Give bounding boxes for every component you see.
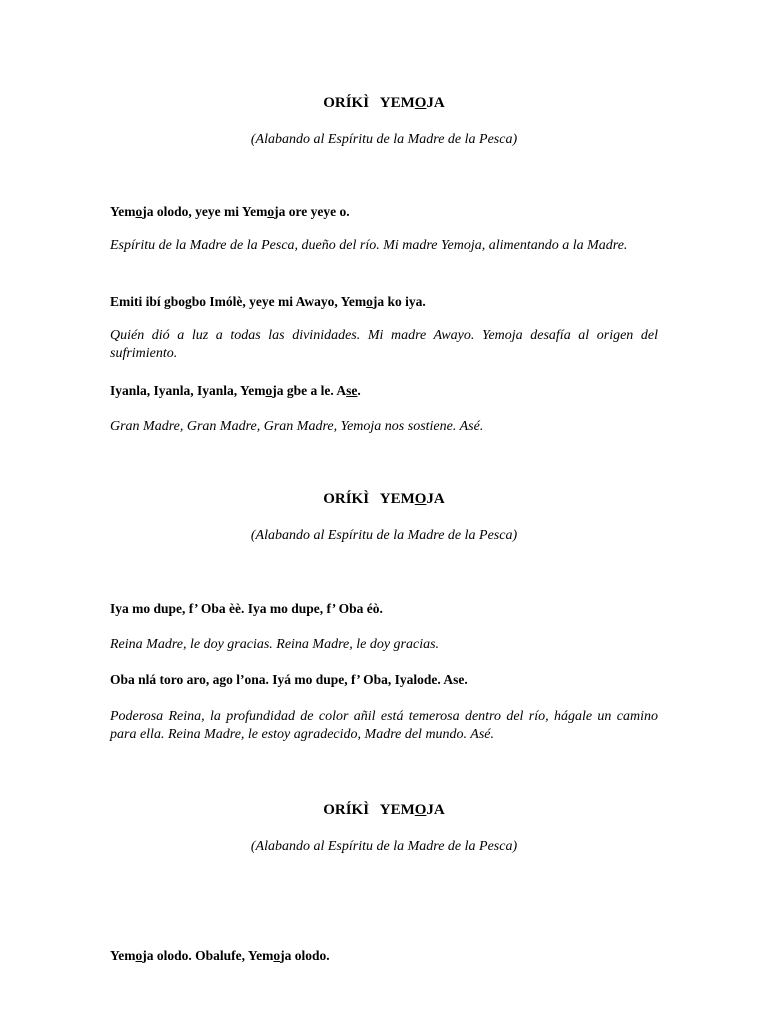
heading-text-underlined: O: [414, 95, 427, 111]
section-3-heading: [0, 801, 768, 819]
section-1-verse-3-yoruba: [110, 382, 658, 399]
section-2-heading: [0, 490, 768, 508]
heading-text-pre: ORÍKÌ YEM: [323, 802, 415, 818]
section-1-heading: [0, 94, 768, 112]
heading-text-underlined: O: [414, 491, 427, 507]
verse-text-underlined: o: [135, 204, 143, 219]
section-1-verse-2-spanish: Quién dió a luz a todas las divinidades. Mi madre Awayo. Yemoja desafía al origen del sufrimiento.: [110, 328, 658, 361]
section-2-verse-1-yoruba: [110, 600, 658, 617]
section-1-verse-1-spanish: Espíritu de la Madre de la Pesca, dueño del río. Mi madre Yemoja, alimentando a la Madre.: [110, 238, 628, 253]
verse-text: Yem: [110, 948, 136, 963]
section-1-verse-2-yoruba: [110, 293, 658, 310]
verse-text-underlined: o: [267, 204, 275, 219]
verse-text: .: [357, 383, 361, 398]
heading-text-post: JA: [426, 802, 445, 818]
heading-text-underlined: O: [414, 802, 427, 818]
verse-text: ja ko iya.: [372, 294, 426, 309]
section-3-verse-1-yoruba: [110, 947, 658, 964]
verse-text-underlined: o: [135, 948, 143, 963]
verse-text: Emiti ibí gbogbo Imólè, yeye mi Awayo, Yem: [110, 294, 367, 309]
section-2-verse-2-spanish: Poderosa Reina, la profundidad de color añil está temerosa dentro del río, hágale un camino para ella. Reina Madre, le estoy agradecido, Madre del mundo. Asé.: [110, 709, 658, 742]
heading-text-pre: ORÍKÌ YEM: [323, 95, 415, 111]
section-2-verse-2-yoruba: [110, 671, 658, 688]
verse-text-underlined: o: [273, 948, 281, 963]
verse-text: ja gbe a le. A: [272, 383, 347, 398]
heading-text-post: JA: [426, 491, 445, 507]
heading-text-post: JA: [426, 95, 445, 111]
verse-text: ja olodo. Obalufe, Yem: [142, 948, 274, 963]
section-1-verse-3-spanish: Gran Madre, Gran Madre, Gran Madre, Yemoja nos sostiene. Asé.: [110, 419, 484, 434]
verse-text: Iyanla, Iyanla, Iyanla, Yem: [110, 383, 266, 398]
verse-text-underlined: se: [346, 383, 358, 398]
section-3-subtitle: (Alabando al Espíritu de la Madre de la Pesca): [250, 839, 518, 854]
section-1-subtitle: (Alabando al Espíritu de la Madre de la Pesca): [250, 132, 518, 147]
verse-text: ja ore yeye o.: [274, 204, 350, 219]
verse-text: Oba nlá toro aro, ago l’ona. Iyá mo dupe, f’ Oba, Iyalode. Ase.: [110, 672, 468, 687]
verse-text: ja olodo, yeye mi Yem: [142, 204, 268, 219]
verse-text: Iya mo dupe, f’ Oba èè. Iya mo dupe, f’ Oba éò.: [110, 601, 383, 616]
section-1-verse-1-yoruba: [110, 203, 658, 220]
verse-text: ja olodo.: [280, 948, 330, 963]
section-2-verse-1-spanish: Reina Madre, le doy gracias. Reina Madre, le doy gracias.: [110, 637, 440, 652]
verse-text-underlined: o: [366, 294, 373, 309]
section-2-subtitle: (Alabando al Espíritu de la Madre de la Pesca): [250, 528, 518, 543]
verse-text: Yem: [110, 204, 136, 219]
heading-text-pre: ORÍKÌ YEM: [323, 491, 415, 507]
verse-text-underlined: o: [265, 383, 273, 398]
